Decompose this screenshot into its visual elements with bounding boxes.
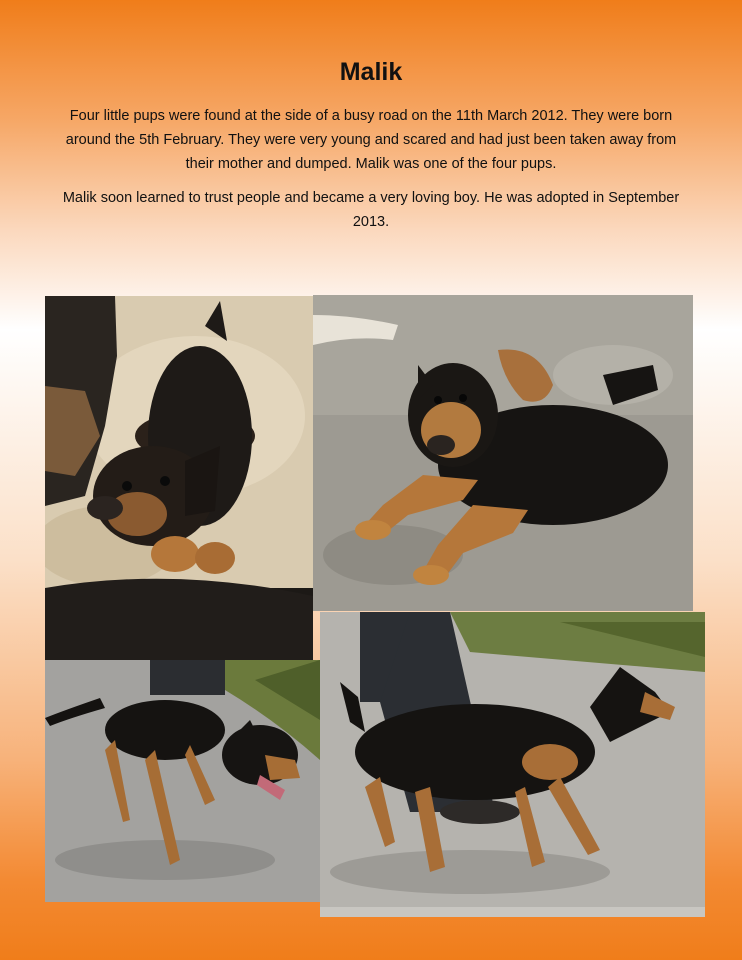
story-paragraph-2: Malik soon learned to trust people and became a very loving boy. He was adopted in September 2013.: [62, 190, 680, 230]
dog-standing-on-path-photo: [320, 612, 705, 917]
puppy-lying-on-gravel-photo: [313, 295, 693, 611]
dog-walking-on-lead-photo: [45, 660, 320, 902]
story-paragraph-1: Four little pups were found at the side of a busy road on the 11th March 2012. They were born around the 5th February. They were very young and scared and had just been taken away from their mother and dumped. Malik was one of the four pups.: [65, 108, 677, 172]
puppy-on-sand-photo: [45, 296, 313, 660]
page-title: Malik: [339, 58, 403, 86]
